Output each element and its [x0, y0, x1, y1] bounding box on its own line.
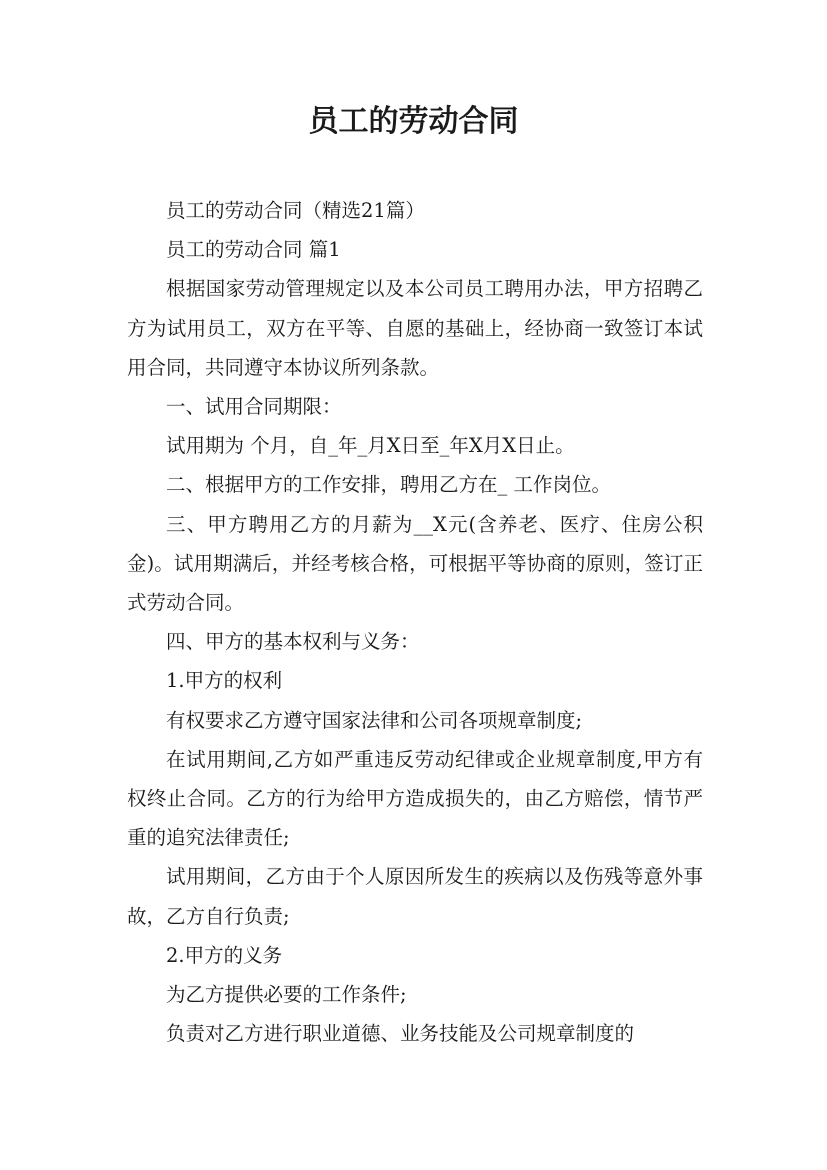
paragraph-right-2: 在试用期间,乙方如严重违反劳动纪律或企业规章制度,甲方有权终止合同。乙方的行为给甲方造成损失的，由乙方赔偿，情节严重的追究法律责任;	[127, 747, 703, 850]
paragraph-article-heading: 员工的劳动合同 篇1	[166, 238, 341, 262]
paragraph-collection-heading: 员工的劳动合同（精选21篇）	[166, 199, 425, 222]
document-body	[127, 191, 703, 1053]
paragraph-section-1-heading: 一、试用合同期限：	[166, 395, 342, 419]
paragraph-duty-1: 为乙方提供必要的工作条件;	[166, 983, 407, 1007]
document-title: 员工的劳动合同	[308, 104, 519, 139]
paragraph-right-3: 试用期间，乙方由于个人原因所发生的疾病以及伤残等意外事故，乙方自行负责;	[127, 865, 703, 928]
paragraph-right-1: 有权要求乙方遵守国家法律和公司各项规章制度;	[166, 708, 583, 732]
paragraph-duties-heading: 2.甲方的义务	[166, 943, 283, 967]
paragraph-duty-2: 负责对乙方进行职业道德、业务技能及公司规章制度的	[166, 1022, 635, 1046]
paragraph-section-2: 二、根据甲方的工作安排，聘用乙方在_ 工作岗位。	[166, 473, 611, 497]
paragraph-preamble: 根据国家劳动管理规定以及本公司员工聘用办法，甲方招聘乙方为试用员工，双方在平等、自愿的基础上，经协商一致签订本试用合同，共同遵守本协议所列条款。	[127, 277, 703, 379]
paragraph-section-3: 三、甲方聘用乙方的月薪为__X元(含养老、医疗、住房公积金)。试用期满后，并经考核合格，可根据平等协商的原则，签订正式劳动合同。	[127, 512, 703, 615]
paragraph-section-4-heading: 四、甲方的基本权利与义务：	[166, 630, 420, 654]
paragraph-trial-period: 试用期为 个月，自_年_月X日至_年X月X日止。	[166, 434, 575, 458]
paragraph-rights-heading: 1.甲方的权利	[166, 669, 283, 693]
